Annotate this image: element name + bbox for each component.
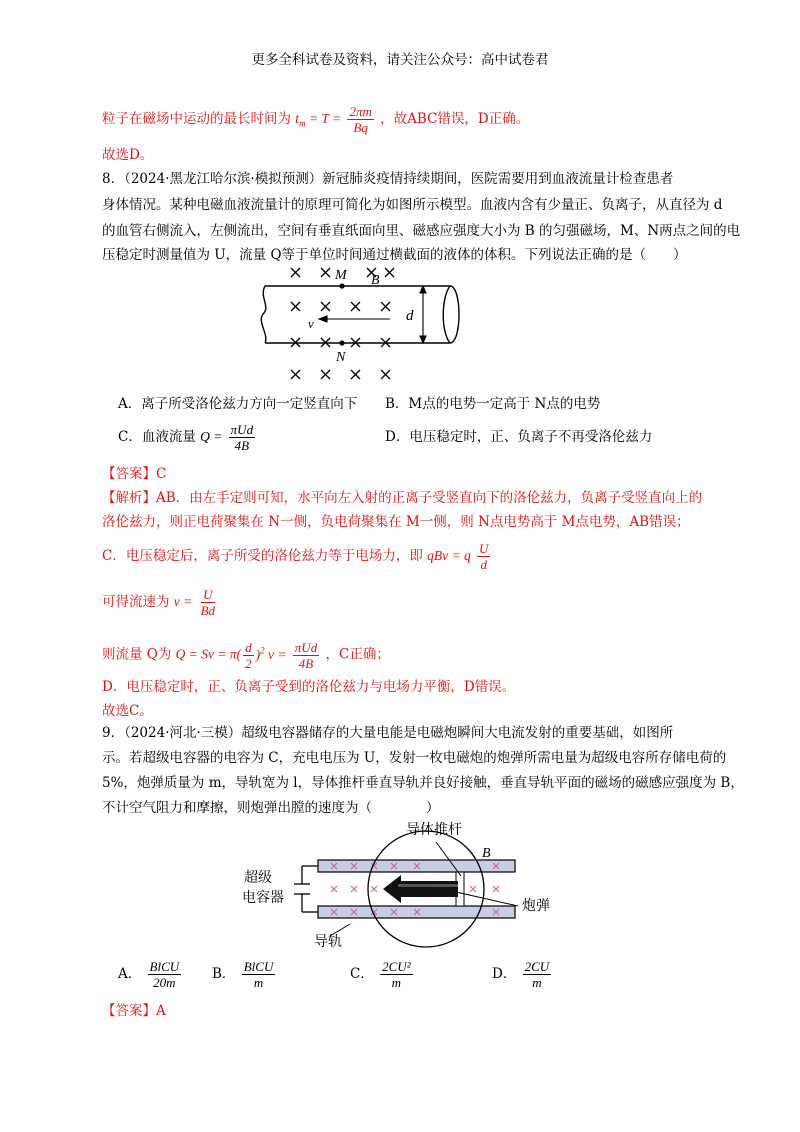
q8-stem-line1: 8．（2024·黑龙江哈尔滨·模拟预测）新冠肺炎疫情持续期间，医院需要用到血液流量计检查患者 [102, 171, 674, 187]
q9-stem-line1: 9．（2024·河北·三模）超级电容器储存的大量电能是电磁炮瞬间大电流发射的重要基础，如图所 [102, 725, 674, 741]
q9-projectile [383, 875, 458, 903]
q9-stem-line2: 示。若超级电容器的电容为 C，充电电压为 U，发射一枚电磁炮的炮弹所需电量为超级电容所存储电荷的 [102, 750, 727, 766]
q8-label-v: v [308, 316, 314, 331]
q8-stem-line3: 的血管右侧流入，左侧流出，空间有垂直纸面向里、磁感应强度大小为 B 的匀强磁场，M、N两点之间的电 [102, 223, 741, 239]
q9-stem-line3: 5%，炮弹质量为 m，导轨宽为 l，导体推杆垂直导轨并良好接触，垂直导轨平面的磁场的磁感应强度为 B， [102, 775, 744, 791]
q8-label-b: B [371, 273, 380, 288]
q8-option-d: D．电压稳定时，正、负离子不再受洛伦兹力 [385, 429, 653, 445]
q9-capacitor [294, 866, 318, 912]
formula-2pim-over-bq: $\frac{2\pi m}{Bq}$ [349, 104, 372, 135]
q9-railgun-figure [238, 818, 568, 954]
q8-option-a: A．离子所受洛伦兹力方向一定竖直向下 [118, 396, 358, 412]
q9-label-rail: 导轨 [314, 935, 342, 950]
q9-answer: 【答案】A [102, 1003, 166, 1019]
q8-point-n [339, 340, 344, 345]
q8-analysis-flow: 则流量 Q为 Q = Sv = π( $\frac{d}{2}$ )$^2$ v = $\frac{\text{πUd}}{4B}$ ，C正确； [102, 639, 390, 671]
q8-velocity-arrow [319, 316, 390, 322]
q8-option-b: B．M点的电势一定高于 N点的电势 [385, 396, 601, 412]
page-header: 更多全科试卷及资料，请关注公众号：高中试卷君 [251, 52, 549, 68]
q9-label-shell: 炮弹 [522, 899, 550, 914]
q9-option-d: D． $\frac{2CU}{m}$ [492, 959, 550, 990]
q9-label-capacitor-2: 电容器 [242, 891, 284, 906]
q9-stem-line4: 不计空气阻力和摩擦，则炮弹出膛的速度为（ ） [102, 800, 440, 816]
q9-label-b: B [482, 846, 491, 861]
q9-label-capacitor-1: 超级 [244, 871, 272, 886]
q8-analysis-velocity: 可得流速为 v = $\frac{U}{Bd}$ [102, 587, 216, 618]
q9-option-c: C． $\frac{\text{2CU²}}{m}$ [350, 959, 411, 990]
formula-piud-over-4b: $\frac{\text{πUd}}{4B}$ [230, 422, 254, 453]
formula-u-over-d: $\frac{U}{d}$ [479, 541, 489, 572]
q8-analysis-c: C．电压稳定后，离子所受的洛伦兹力等于电场力，即 qBv = q $\frac{U}{d}$ [102, 541, 489, 572]
formula-u-over-bd: $\frac{U}{Bd}$ [200, 587, 216, 618]
q9-label-rod: 导体推杆 [406, 823, 462, 838]
q8-label-n: N [336, 350, 346, 365]
prev-solution-line: 粒子在磁场中运动的最长时间为 $t_m = T$ = $\frac{2\pi m}{Bq}$ ，故ABC错误，D正确。 [102, 104, 530, 135]
q8-stem-line2: 身体情况。某种电磁血液流量计的原理可简化为如图所示模型。血液内含有少量正、负离子，从直径为 d [102, 197, 723, 213]
q8-label-m: M [335, 268, 347, 283]
q9-option-a: A． $\frac{\text{BlCU}}{20m}$ [118, 959, 180, 990]
formula-flow-result: $\frac{\text{πUd}}{4B}$ [294, 639, 318, 671]
q8-option-c: C．血液流量 Q = $\frac{\text{πUd}}{4B}$ [118, 422, 254, 453]
q8-blood-vessel-figure [255, 262, 470, 387]
q8-conclusion: 故选C。 [102, 703, 153, 719]
q8-analysis-line1: 【解析】AB．由左手定则可知，水平向左入射的正离子受竖直向下的洛伦兹力，负离子受竖直向上的 [102, 490, 703, 506]
q8-vessel-outline [261, 286, 459, 343]
q8-stem-line4: 压稳定时测量值为 U，流量 Q等于单位时间通过横截面的液体的体积。下列说法正确的是（ ） [102, 247, 687, 263]
formula-tm: $t_m = T$ = [295, 111, 342, 129]
q9-option-b: B． $\frac{\text{BlCU}}{m}$ [212, 959, 274, 990]
q8-answer: 【答案】C [102, 466, 167, 482]
q8-label-d: d [406, 308, 414, 324]
q8-point-m [339, 283, 344, 288]
q8-analysis-line2: 洛伦兹力，则正电荷聚集在 N一侧，负电荷聚集在 M一侧，则 N点电势高于 M点电势，AB错误； [102, 514, 690, 530]
prev-conclusion: 故选D。 [102, 147, 154, 163]
q8-analysis-d: D．电压稳定时，正、负离子受到的洛伦兹力与电场力平衡，D错误。 [102, 679, 516, 695]
q8-diameter-arrow [420, 286, 426, 343]
